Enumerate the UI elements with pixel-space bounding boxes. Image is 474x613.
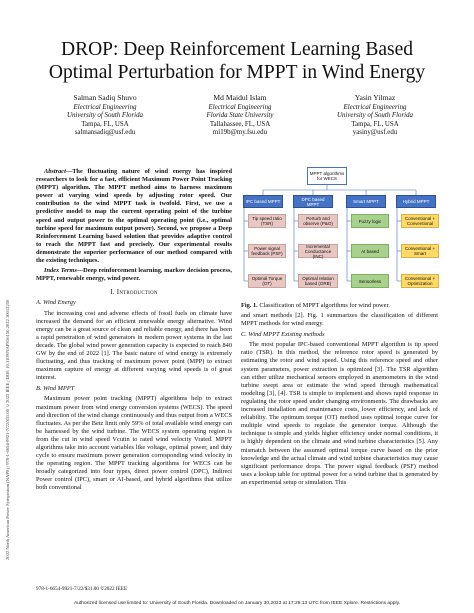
diagram-node-sensorless: Sensorless [351, 274, 389, 288]
subsection-heading-wind-energy: A. Wind Energy [36, 299, 76, 307]
diagram-node-psf: Power signal feedback (PSF) [248, 244, 286, 258]
license-footer: Authorized licensed use limited to: University of South Florida. Downloaded on January 30,2023 at 17:29:13 UTC from IEEE Xplore. Restrictions apply. [73, 601, 401, 606]
author-org: Florida State University [206, 112, 274, 120]
diagram-node-orb: Optimal relation based (ORB) [298, 274, 338, 288]
diagram-node-po: Perturb and observe (P&O) [298, 214, 338, 228]
abstract-lead: Abstract [44, 168, 66, 175]
author-block [310, 94, 440, 138]
paragraph-classification-summary: and smart methods [2]. Fig. 1 summarizes the classification of different MPPT methods for wind energy. [241, 312, 438, 328]
diagram-category-dpc: DPC based MPPT [293, 195, 333, 208]
copyright-line: 978-1-6654-9921-7/22/$31.00 ©2022 IEEE [36, 586, 128, 592]
paragraph-existing-methods: The most popular IPC-based conventional MPPT algorithm is tip speed ratio (TSR). In this method, the reference rotor speed is generated by estimating the rotor and wind speed. Using this reference speed and other system parameters, power extraction is optimized [3]. The TSR algorithm can either utilize mechanical sensors employed in anemometers in the wind turbine swept area or estimate the wind speed through mathematical modeling [3], [4]. TSR is simple to implement and shows rapid response in regulating the rotor speed under changing environments. The drawbacks are increased installation and maintenance costs, lower efficiency, and lack of reliability. The optimum torque (OT) method uses optimal torque curve for multiple wind speeds to regulate the generator torque. Although the technique is simple and yields higher efficiency under normal conditions, it is highly dependent on the climate and wind turbine characteristics [5]. Any mismatch between the assumed optimal torque curve based on the prior knowledge and the actual climate and wind turbine characteristics may cause significant performance drops. The power signal feedback (PSF) method uses a lookup table for optimal power for a wind turbine that is generated by an experimental setup or simulation. This [241, 341, 438, 486]
author-email[interactable]: yasiny@usf.edu [352, 129, 398, 137]
right-column [241, 312, 438, 489]
index-terms-text: —Deep reinforcement learning, markov decision process, MPPT, renewable energy, wind power. [36, 267, 232, 283]
mppt-classification-diagram [240, 166, 440, 298]
author-name: Yasin Yilmaz [354, 93, 396, 102]
author-org: University of South Florida [337, 112, 413, 120]
author-block [40, 94, 170, 138]
author-dept: Electrical Engineering [343, 103, 407, 111]
figure-caption-text: Classification of MPPT algorithms for wind power. [259, 302, 390, 309]
diagram-node-conv-smart: Conventional + Smart [401, 244, 439, 258]
diagram-node-tsr: Tip speed ratio (TSR) [248, 214, 286, 228]
diagram-node-ai: AI based [351, 244, 389, 258]
author-name: Salman Sadiq Shuvo [73, 93, 137, 102]
abstract-text: —The fluctuating nature of wind energy has inspired researchers to look for a fast, efficient Maximum Power Point Tracking (MPPT) algorithm. The MPPT method aims to harness maximum power at varying wind speeds by adjusting rotor speed. Our contribution to the wind MPPT task is twofold. First, we use a predictive model to map the current operating point of the turbine speed and output power to the optimal operating point (i.e., optimal turbine speed for maximum output power). Second, we propose a Deep Reinforcement Learning based solution that provides adaptive control to reach the MPPT fast and precisely. Our experimental results demonstrate the superior performance of our method compared with the existing techniques. [36, 168, 232, 265]
subsection-heading-wind-mppt: B. Wind MPPT [36, 385, 75, 393]
author-email[interactable]: mi19b@my.fsu.edu [212, 129, 268, 137]
paragraph-wind-energy: The increasing cost and adverse effects of fossil fuels on climate have increased the demand for an efficient renewable energy alternative. Wind energy can be a great source of clean and reliable energy, and there has been a rapid penetration of wind generators in modern power systems in the last decade. The global wind power generation capacity is expected to reach 840 GW by the end of 2022 [1]. The basic nature of wind energy is extremely fluctuating, and thus tracking of maximum power point (MPP) to extract maximum capture of energy at different varying wind speeds is of great interest. [36, 309, 232, 382]
author-email[interactable]: salmansadiq@usf.edu [74, 129, 136, 137]
author-city: Tampa, FL, USA [81, 120, 129, 128]
paper-title: DROP: Deep Reinforcement Learning Based Optimal Perturbation for MPPT in Wind Energy [48, 39, 426, 83]
paragraph-wind-mppt: Maximum power point tracking (MPPT) algorithms help to extract maximum power from wind energy conversion systems (WECS). The speed and direction of the wind change continuously and thus output from a WECS fluctuates. As per the Betz limit only 59% of total available wind energy can be harnessed by the wind turbine. The WECS system operating region is from the cut in wind speed Vcutin to rated wind velocity Vrated. MPPT algorithms take into account variables like voltage, optimal power, and duty cycle to ensure maximum power generation corresponding wind velocity in the operating region. The MPPT tracking algorithms for WECS can be broadly categorized into four types, direct power control (DPC), Indirect Power control (IPC), smart or AI-based, and hybrid algorithms that utilize both conventional [36, 395, 232, 492]
diagram-root-node: MPPT algorithms for WECS [307, 167, 347, 185]
author-city: Tallahassee, FL, USA [209, 120, 271, 128]
diagram-category-smart: Smart MPPT [346, 195, 386, 208]
author-name: Md Maidul Islam [213, 93, 267, 102]
abstract [36, 168, 232, 265]
index-terms-lead: Index Terms [44, 267, 77, 275]
diagram-category-hybrid: Hybrid MPPT [396, 195, 436, 208]
index-terms [36, 267, 232, 283]
diagram-node-inc: Incremental Conductance (INC) [298, 244, 338, 258]
diagram-node-conv-opt: Conventional + Optimization [401, 274, 439, 288]
author-city: Tampa, FL, USA [351, 120, 399, 128]
section-heading-introduction: I. Introduction [110, 288, 158, 297]
author-dept: Electrical Engineering [73, 103, 137, 111]
figure-caption-label: Fig. 1. [241, 302, 258, 309]
subsection-heading-existing-methods: C. Wind MPPT Existing methods [241, 331, 325, 339]
left-column [36, 168, 232, 495]
diagram-node-conv-conv: Conventional + Conventional [401, 214, 439, 228]
diagram-category-ipc: IPC based MPPT [243, 195, 283, 208]
author-org: University of South Florida [67, 112, 143, 120]
doi-side-note: 2022 North American Power Symposium (NAPS) | 978-1-6654-9921-7/22/$31.00 ©2022 IEEE | DOI: 10.1109/NAPS56150.2022.10012250 [5, 299, 10, 560]
author-list [40, 94, 440, 138]
figure-caption [241, 302, 438, 310]
author-block [175, 94, 305, 138]
author-dept: Electrical Engineering [208, 103, 272, 111]
diagram-node-fuzzy: Fuzzy logic [351, 214, 389, 228]
diagram-node-ot: Optimal Torque (OT) [248, 274, 286, 288]
